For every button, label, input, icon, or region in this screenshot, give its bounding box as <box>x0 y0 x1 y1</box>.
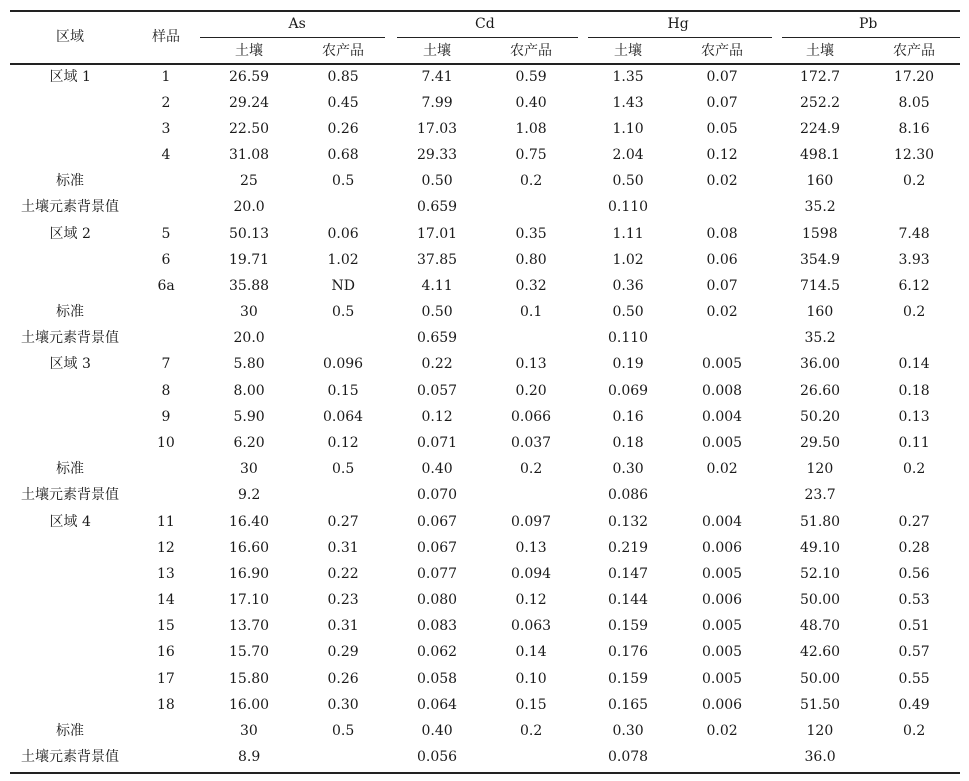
table-cell: 1.02 <box>612 251 644 268</box>
table-cell: 0.058 <box>417 670 458 687</box>
row-label: 标准 <box>56 304 84 321</box>
table-cell: 0.06 <box>706 251 738 268</box>
table-cell: 37.85 <box>417 251 458 268</box>
table-cell: 6.20 <box>233 435 265 452</box>
row-label: 土壤元素背景值 <box>21 487 119 504</box>
table-cell: 0.006 <box>702 592 743 609</box>
table-cell: 1.08 <box>515 120 547 137</box>
table-cell: 0.55 <box>898 670 930 687</box>
table-cell: 0.062 <box>417 644 458 661</box>
table-cell: 8.05 <box>898 94 930 111</box>
table-cell: 5.90 <box>233 408 265 425</box>
sample-id: 12 <box>157 539 175 556</box>
sample-header: 样品 <box>152 29 180 45</box>
data-table <box>10 10 960 773</box>
table-cell: 0.75 <box>515 147 547 164</box>
table-cell: 0.02 <box>706 461 738 478</box>
table-cell: 36.0 <box>804 749 836 766</box>
table-cell: 1.35 <box>612 68 644 85</box>
table-cell: 17.01 <box>417 225 458 242</box>
row-label: 标准 <box>56 723 84 739</box>
sample-id: 3 <box>161 120 171 137</box>
sample-id: 8 <box>161 382 171 399</box>
table-cell: 7.41 <box>421 68 453 85</box>
table-cell: 0.45 <box>327 94 359 111</box>
table-cell: 0.096 <box>323 356 364 373</box>
table-cell: 9.2 <box>238 487 261 504</box>
table-cell: 160 <box>806 173 834 190</box>
table-cell: 0.85 <box>327 68 359 85</box>
table-cell: 50.00 <box>800 592 841 609</box>
table-cell: 0.12 <box>515 592 547 609</box>
table-cell: 0.36 <box>612 277 644 294</box>
table-cell: 51.50 <box>800 696 841 713</box>
table-cell: 0.12 <box>421 408 453 425</box>
table-cell: 714.5 <box>800 277 841 294</box>
sample-id: 14 <box>157 592 175 609</box>
table-cell: 5.80 <box>233 356 265 373</box>
row-label: 区域 1 <box>49 68 91 85</box>
sample-id: 4 <box>161 147 171 164</box>
table-cell: 16.40 <box>229 513 270 530</box>
table-cell: 0.31 <box>327 539 359 556</box>
table-cell: 7.48 <box>898 225 930 242</box>
table-cell: 0.59 <box>515 68 547 85</box>
table-cell: 1.02 <box>327 251 359 268</box>
soil-subheader: 土壤 <box>614 43 642 59</box>
element-header-hg: Hg <box>667 16 689 32</box>
table-cell: 0.50 <box>421 304 453 321</box>
table-cell: 0.50 <box>421 173 453 190</box>
sample-id: 2 <box>161 94 171 111</box>
table-cell: 35.2 <box>804 199 836 216</box>
table-cell: 0.31 <box>327 618 359 635</box>
table-cell: 0.50 <box>612 304 644 321</box>
table-cell: 36.00 <box>800 356 841 373</box>
table-cell: 20.0 <box>233 199 265 216</box>
table-cell: 0.27 <box>898 513 930 530</box>
table-cell: 0.13 <box>898 408 930 425</box>
table-cell: 0.14 <box>515 644 547 661</box>
table-cell: 30 <box>240 723 258 739</box>
table-cell: 0.067 <box>417 539 458 556</box>
table-cell: 0.26 <box>327 120 359 137</box>
sample-id: 6 <box>161 251 171 268</box>
produce-subheader: 农产品 <box>701 43 743 59</box>
sample-id: 17 <box>157 670 175 687</box>
table-cell: 0.144 <box>608 592 649 609</box>
table-cell: 16.90 <box>229 565 270 582</box>
table-top-rule <box>10 10 960 12</box>
table-cell: 252.2 <box>800 94 841 111</box>
element-group-rule-2 <box>588 37 772 38</box>
header-bottom-rule <box>10 63 960 65</box>
table-cell: 0.19 <box>612 356 644 373</box>
table-cell: 0.07 <box>706 94 738 111</box>
table-cell: 48.70 <box>800 618 841 635</box>
element-header-as: As <box>288 16 306 32</box>
table-cell: 0.110 <box>608 330 649 347</box>
table-cell: 0.07 <box>706 277 738 294</box>
table-cell: 15.80 <box>229 670 270 687</box>
table-cell: 0.30 <box>612 461 644 478</box>
table-cell: 0.057 <box>417 382 458 399</box>
table-cell: 0.40 <box>421 723 453 739</box>
table-cell: 0.56 <box>898 565 930 582</box>
table-cell: 0.005 <box>702 435 743 452</box>
table-cell: 0.077 <box>417 565 458 582</box>
sample-id: 1 <box>161 68 171 85</box>
table-cell: 8.16 <box>898 120 930 137</box>
table-cell: 0.159 <box>608 618 649 635</box>
table-cell: 0.219 <box>608 539 649 556</box>
row-label: 区域 4 <box>49 513 91 530</box>
element-group-rule-1 <box>397 37 578 38</box>
element-group-rule-3 <box>782 37 960 38</box>
table-cell: 0.05 <box>706 120 738 137</box>
table-cell: 42.60 <box>800 644 841 661</box>
table-cell: 0.30 <box>612 723 644 739</box>
table-cell: 7.99 <box>421 94 453 111</box>
table-cell: 0.110 <box>608 199 649 216</box>
table-cell: 13.70 <box>229 618 270 635</box>
table-cell: 0.32 <box>515 277 547 294</box>
table-cell: 0.071 <box>417 435 458 452</box>
table-cell: 498.1 <box>800 147 841 164</box>
table-cell: 0.02 <box>706 173 738 190</box>
table-cell: 26.59 <box>229 68 270 85</box>
table-cell: 3.93 <box>898 251 930 268</box>
table-cell: 0.11 <box>898 435 930 452</box>
table-cell: 0.5 <box>332 173 355 190</box>
table-cell: 0.159 <box>608 670 649 687</box>
table-cell: 0.659 <box>417 330 458 347</box>
soil-subheader: 土壤 <box>806 43 834 59</box>
table-cell: 0.57 <box>898 644 930 661</box>
table-cell: 0.49 <box>898 696 930 713</box>
table-cell: 0.2 <box>903 723 926 739</box>
table-cell: 0.2 <box>520 173 543 190</box>
table-cell: 0.2 <box>903 173 926 190</box>
region-header: 区域 <box>56 29 84 45</box>
table-cell: 0.53 <box>898 592 930 609</box>
table-cell: 16.60 <box>229 539 270 556</box>
table-cell: 0.083 <box>417 618 458 635</box>
row-label: 标准 <box>56 173 84 190</box>
table-cell: 15.70 <box>229 644 270 661</box>
table-cell: 0.51 <box>898 618 930 635</box>
row-label: 土壤元素背景值 <box>21 749 119 766</box>
table-cell: 0.5 <box>332 461 355 478</box>
table-cell: 17.20 <box>894 68 935 85</box>
table-cell: 17.10 <box>229 592 270 609</box>
table-cell: 0.176 <box>608 644 649 661</box>
table-cell: 29.33 <box>417 147 458 164</box>
produce-subheader: 农产品 <box>893 43 935 59</box>
table-cell: 0.07 <box>706 68 738 85</box>
table-cell: 0.30 <box>327 696 359 713</box>
table-cell: 0.22 <box>327 565 359 582</box>
table-cell: 0.02 <box>706 723 738 739</box>
table-cell: 120 <box>806 461 834 478</box>
table-cell: 0.165 <box>608 696 649 713</box>
table-cell: 0.5 <box>332 304 355 321</box>
table-cell: 0.27 <box>327 513 359 530</box>
table-cell: 0.28 <box>898 539 930 556</box>
row-label: 土壤元素背景值 <box>21 199 119 216</box>
table-cell: 0.005 <box>702 644 743 661</box>
table-cell: 0.069 <box>608 382 649 399</box>
sample-id: 7 <box>161 356 171 373</box>
table-cell: 0.086 <box>608 487 649 504</box>
table-cell: 0.2 <box>903 461 926 478</box>
table-cell: 0.005 <box>702 670 743 687</box>
table-cell: 19.71 <box>229 251 270 268</box>
table-bottom-rule <box>10 772 960 774</box>
table-cell: 0.094 <box>511 565 552 582</box>
table-cell: 0.10 <box>515 670 547 687</box>
table-cell: 35.2 <box>804 330 836 347</box>
table-cell: 0.066 <box>511 408 552 425</box>
sample-id: 15 <box>157 618 175 635</box>
table-cell: 31.08 <box>229 147 270 164</box>
table-cell: 50.13 <box>229 225 270 242</box>
table-cell: 0.006 <box>702 539 743 556</box>
table-cell: 0.005 <box>702 356 743 373</box>
table-cell: 0.26 <box>327 670 359 687</box>
table-cell: 224.9 <box>800 120 841 137</box>
produce-subheader: 农产品 <box>510 43 552 59</box>
table-cell: 0.006 <box>702 696 743 713</box>
table-cell: 4.11 <box>421 277 453 294</box>
sample-id: 11 <box>157 513 175 530</box>
table-cell: 0.18 <box>898 382 930 399</box>
table-cell: 0.067 <box>417 513 458 530</box>
table-cell: 0.02 <box>706 304 738 321</box>
table-cell: ND <box>331 277 355 294</box>
table-cell: 0.064 <box>417 696 458 713</box>
table-cell: 0.50 <box>612 173 644 190</box>
table-cell: 0.18 <box>612 435 644 452</box>
table-cell: 0.2 <box>520 723 543 739</box>
table-cell: 29.24 <box>229 94 270 111</box>
table-cell: 0.097 <box>511 513 552 530</box>
table-cell: 0.40 <box>421 461 453 478</box>
table-cell: 0.2 <box>520 461 543 478</box>
table-cell: 0.12 <box>327 435 359 452</box>
table-cell: 22.50 <box>229 120 270 137</box>
sample-id: 18 <box>157 696 175 713</box>
table-cell: 0.14 <box>898 356 930 373</box>
table-cell: 0.35 <box>515 225 547 242</box>
sample-id: 10 <box>157 435 175 452</box>
table-cell: 160 <box>806 304 834 321</box>
soil-subheader: 土壤 <box>423 43 451 59</box>
table-cell: 1598 <box>802 225 838 242</box>
table-cell: 50.00 <box>800 670 841 687</box>
table-cell: 20.0 <box>233 330 265 347</box>
table-cell: 0.08 <box>706 225 738 242</box>
table-cell: 0.659 <box>417 199 458 216</box>
table-cell: 0.056 <box>417 749 458 766</box>
table-cell: 52.10 <box>800 565 841 582</box>
table-cell: 0.5 <box>332 723 355 739</box>
produce-subheader: 农产品 <box>322 43 364 59</box>
table-cell: 0.008 <box>702 382 743 399</box>
table-cell: 0.070 <box>417 487 458 504</box>
table-cell: 1.43 <box>612 94 644 111</box>
table-cell: 0.68 <box>327 147 359 164</box>
table-cell: 6.12 <box>898 277 930 294</box>
sample-id: 5 <box>161 225 171 242</box>
table-cell: 0.06 <box>327 225 359 242</box>
table-cell: 172.7 <box>800 68 841 85</box>
sample-id: 9 <box>161 408 171 425</box>
table-cell: 0.063 <box>511 618 552 635</box>
table-cell: 8.9 <box>238 749 261 766</box>
table-cell: 29.50 <box>800 435 841 452</box>
table-cell: 30 <box>240 304 258 321</box>
table-cell: 0.80 <box>515 251 547 268</box>
row-label: 区域 2 <box>49 225 91 242</box>
table-cell: 0.12 <box>706 147 738 164</box>
table-cell: 0.15 <box>515 696 547 713</box>
table-cell: 8.00 <box>233 382 265 399</box>
element-group-rule-0 <box>200 37 385 38</box>
table-cell: 0.004 <box>702 513 743 530</box>
table-cell: 120 <box>806 723 834 739</box>
table-cell: 0.20 <box>515 382 547 399</box>
table-cell: 30 <box>240 461 258 478</box>
table-cell: 49.10 <box>800 539 841 556</box>
table-cell: 2.04 <box>612 147 644 164</box>
table-cell: 35.88 <box>229 277 270 294</box>
table-cell: 0.29 <box>327 644 359 661</box>
row-label: 土壤元素背景值 <box>21 330 119 347</box>
element-header-cd: Cd <box>475 16 495 32</box>
table-cell: 0.037 <box>511 435 552 452</box>
sample-id: 16 <box>157 644 175 661</box>
table-cell: 0.147 <box>608 565 649 582</box>
table-cell: 0.132 <box>608 513 649 530</box>
table-cell: 0.078 <box>608 749 649 766</box>
table-cell: 0.23 <box>327 592 359 609</box>
table-cell: 0.080 <box>417 592 458 609</box>
table-cell: 0.004 <box>702 408 743 425</box>
table-cell: 0.064 <box>323 408 364 425</box>
table-cell: 0.005 <box>702 565 743 582</box>
table-cell: 25 <box>240 173 258 190</box>
table-cell: 50.20 <box>800 408 841 425</box>
table-cell: 0.22 <box>421 356 453 373</box>
table-cell: 0.40 <box>515 94 547 111</box>
table-cell: 51.80 <box>800 513 841 530</box>
table-cell: 0.15 <box>327 382 359 399</box>
table-cell: 0.2 <box>903 304 926 321</box>
sample-id: 13 <box>157 565 175 582</box>
table-cell: 0.13 <box>515 356 547 373</box>
table-cell: 26.60 <box>800 382 841 399</box>
row-label: 区域 3 <box>49 356 91 373</box>
table-cell: 12.30 <box>894 147 935 164</box>
table-cell: 1.11 <box>612 225 644 242</box>
sample-id: 6a <box>157 277 175 294</box>
table-cell: 0.005 <box>702 618 743 635</box>
table-cell: 0.13 <box>515 539 547 556</box>
table-cell: 23.7 <box>804 487 836 504</box>
table-cell: 0.16 <box>612 408 644 425</box>
element-header-pb: Pb <box>859 16 878 32</box>
table-cell: 1.10 <box>612 120 644 137</box>
table-cell: 0.1 <box>520 304 543 321</box>
soil-subheader: 土壤 <box>235 43 263 59</box>
row-label: 标准 <box>56 461 84 478</box>
table-cell: 17.03 <box>417 120 458 137</box>
table-cell: 16.00 <box>229 696 270 713</box>
table-cell: 354.9 <box>800 251 841 268</box>
